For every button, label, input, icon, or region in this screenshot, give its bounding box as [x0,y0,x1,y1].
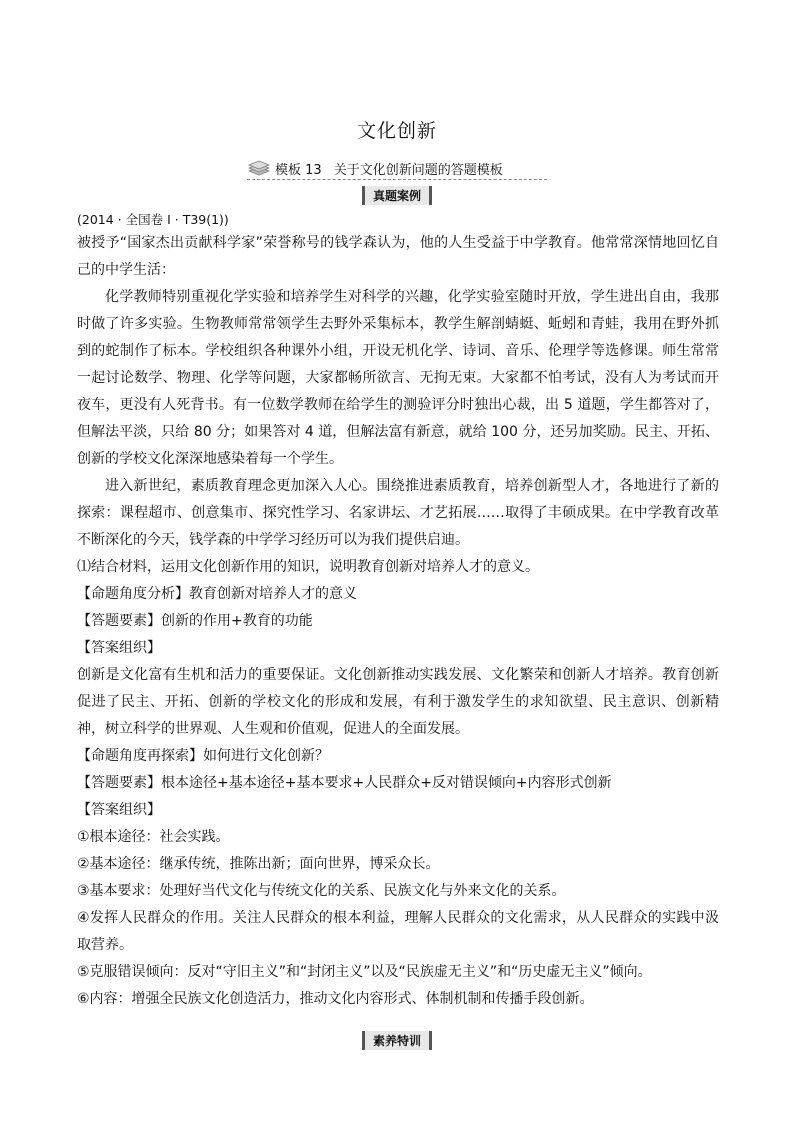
elements-text-2: 根本途径+基本途径+基本要求+人民群众+反对错误倾向+内容形式创新 [161,775,612,791]
point-item: ②基本途径：继承传统，推陈出新；面向世界，博采众长。 [77,856,440,872]
point-item: ⑥内容：增强全民族文化创造活力，推动文化内容形式、体制机制和传播手段创新。 [77,991,594,1007]
page-title: 文化创新 [356,120,437,142]
new-century-paragraph: 进入新世纪，素质教育理念更加深入人心。围绕推进素质教育，培养创新型人才，各地进行了新的探索：课程超市、创意集市、探究性学习、名家讲坛、才艺拓展……取得了丰硕成果。在中学教育改革不断深化的今天，钱学森的中学学习经历可以为我们提供启迪。 [77,478,719,548]
elements-line-2 [77,770,719,797]
answer-paragraph: 创新是文化富有生机和活力的重要保证。文化创新推动实践发展、文化繁荣和创新人才培养。教育创新促进了民主、开拓、创新的学校文化的形成和发展，有利于激发学生的求知欲望、民主意识、创新精神，树立科学的世界观、人生观和价值观，促进人的全面发展。 [77,667,719,737]
section-tag-training-label: 素养特训 [362,1031,432,1050]
book-stack-icon [247,158,271,178]
section-tag-cases-label: 真题案例 [362,186,432,205]
point-item: ③基本要求：处理好当代文化与传统文化的关系、民族文化与外来文化的关系。 [77,883,566,899]
explore-tag: 【命题角度再探索】 [77,748,203,764]
template-header [247,157,547,180]
point-item: ⑤克服错误倾向：反对“守旧主义”和“封闭主义”以及“民族虚无主义”和“历史虚无主义”倾向。 [77,964,652,980]
section-tag-training [0,1030,794,1050]
point-item: ④发挥人民群众的作用。关注人民群众的根本利益，理解人民群众的文化需求，从人民群众的实践中汲取营养。 [77,910,719,953]
analysis-line [77,581,719,608]
analysis-tag: 【命题角度分析】 [77,586,189,602]
question: ⑴结合材料，运用文化创新作用的知识，说明教育创新对培养人才的意义。 [77,559,539,575]
elements-tag-2: 【答题要素】 [77,775,161,791]
explore-line [77,743,719,770]
point-item: ①根本途径：社会实践。 [77,829,230,845]
org-tag-2: 【答案组织】 [77,802,161,818]
org-tag-1: 【答案组织】 [77,640,161,656]
story-paragraph: 化学教师特别重视化学实验和培养学生对科学的兴趣，化学实验室随时开放，学生进出自由，我那时做了许多实验。生物教师常常领学生去野外采集标本，教学生解剖蜻蜓、蚯蚓和青蛙，我用在野外抓到的蛇制作了标本。学校组织各种课外小组，开设无机化学、诗词、音乐、伦理学等选修课。师生常常一起讨论数学、物理、化学等问题，大家都畅所欲言、无拘无束。大家都不怕考试，没有人为考试而开夜车，更没有人死背书。有一位数学教师在给学生的测验评分时独出心裁，出 5 道题，学生都答对了，但解法平淡，只给 80 分；如果答对 4 道，但解法富有新意，就给 100 分，还另加奖励。民主、开拓、创新的学校文化深深地感染着每一个学生。 [77,289,719,467]
template-text: 关于文化创新问题的答题模板 [333,162,503,178]
section-tag-cases [0,185,794,205]
elements-line-1 [77,608,719,635]
elements-text-1: 创新的作用+教育的功能 [161,613,313,629]
document-body [77,210,719,1013]
analysis-text: 教育创新对培养人才的意义 [189,586,357,602]
source-citation: (2014 · 全国卷 I · T39(1)) [77,212,229,227]
template-label: 模板 13 [275,162,322,178]
elements-tag-1: 【答题要素】 [77,613,161,629]
intro-paragraph: 被授予“国家杰出贡献科学家”荣誉称号的钱学森认为，他的人生受益于中学教育。他常常深情地回忆自己的中学生活： [77,235,719,278]
explore-text: 如何进行文化创新？ [203,748,329,764]
